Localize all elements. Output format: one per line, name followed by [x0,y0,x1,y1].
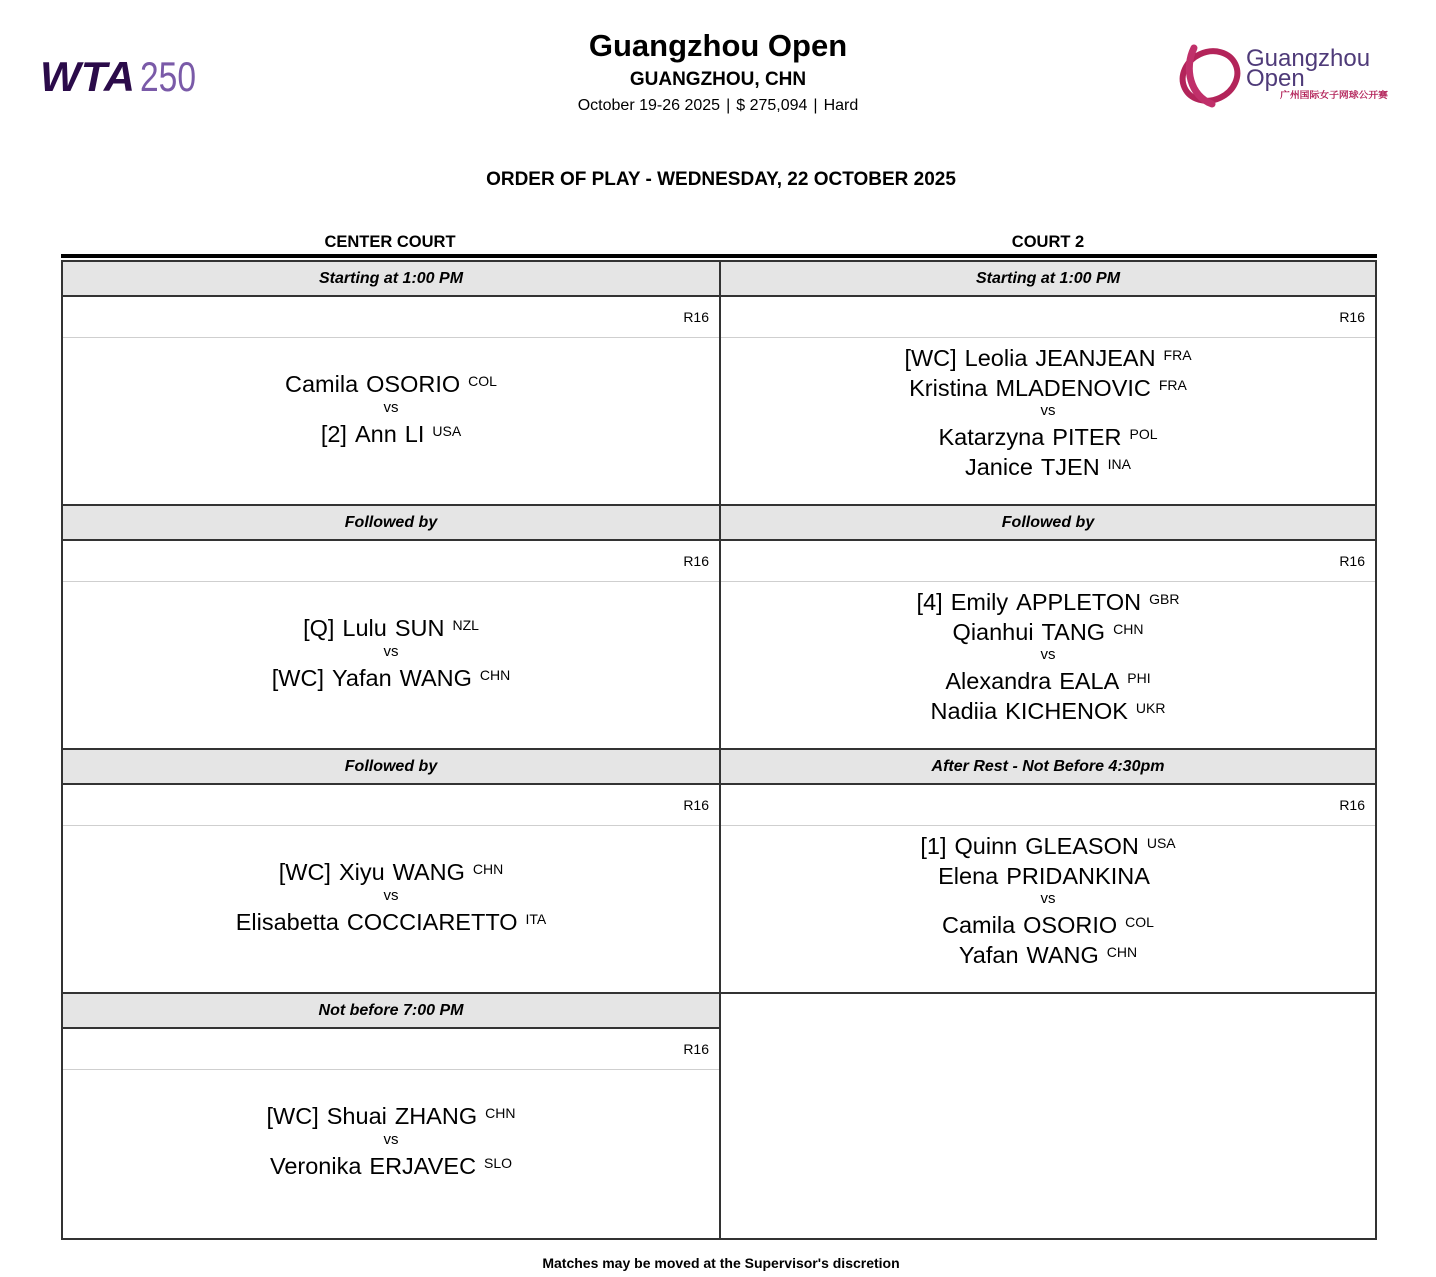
tournament-header [0,28,1430,116]
wta-logo-tier: 250 [140,53,196,100]
player-name [904,342,1191,372]
player-name [236,906,547,936]
round-label: R16 [63,785,719,826]
player-first-name: Qianhui [952,618,1034,645]
versus-label: vs [1040,890,1056,907]
player-last-name: WANG [392,859,465,885]
player-name [959,939,1137,969]
player-last-name: COCCIARETTO [346,908,518,935]
court-headers [61,228,1377,254]
player-seed: [WC] [278,859,331,885]
player-first-name: Yafan [331,664,392,691]
player-first-name: Nadiia [930,697,998,724]
player-name [917,586,1180,616]
round-label: R16 [721,541,1375,582]
player-seed: [WC] [271,664,324,691]
player-nationality: CHN [479,666,511,683]
player-nationality: FRA [1158,376,1187,393]
versus-label: vs [383,1130,399,1148]
player-name [272,662,510,692]
match-card [721,826,1375,992]
player-last-name: GLEASON [1025,833,1139,859]
versus-label: vs [383,642,399,660]
player-last-name: MLADENOVIC [995,374,1151,401]
tournament-name: Guangzhou Open [588,28,848,63]
schedule-grid [61,228,1377,1240]
player-last-name: WANG [399,664,472,691]
gz-logo-chinese: 广州国际女子网球公开赛 [1280,91,1380,101]
tournament-prize: $ 275,094 [736,97,808,114]
court-header-court2: COURT 2 [1011,233,1085,251]
player-seed: [1] [920,833,947,859]
player-nationality: UKR [1135,699,1166,716]
player-nationality: CHN [485,1105,516,1121]
player-nationality: CHN [472,861,504,877]
player-first-name: Elisabetta [235,908,339,935]
slot-time-label: Starting at 1:00 PM [721,260,1375,297]
tournament-location: GUANGZHOU, CHN [629,69,807,90]
slot-time-label: Starting at 1:00 PM [63,260,719,297]
player-name [942,909,1154,939]
player-nationality: POL [1129,426,1158,442]
match-card [63,582,719,748]
player-last-name: OSORIO [366,371,461,397]
player-last-name: ERJAVEC [369,1152,477,1179]
player-last-name: LI [404,420,425,447]
player-first-name: Xiyu [338,859,385,885]
player-nationality: SLO [484,1154,513,1171]
player-nationality: PHI [1127,670,1151,686]
player-first-name: Lulu [342,615,387,641]
player-last-name: PITER [1052,424,1122,450]
player-name [267,1100,516,1130]
match-card [63,338,719,504]
player-name [285,368,497,398]
round-label: R16 [63,297,719,338]
player-name [931,695,1166,725]
court-columns [61,260,1377,1240]
player-first-name: Leolia [964,345,1028,371]
player-name [920,830,1175,860]
player-nationality: FRA [1163,347,1192,363]
player-first-name: Emily [950,589,1009,615]
tournament-info [6,96,1430,116]
player-name [953,616,1144,646]
player-name [909,372,1187,402]
court-column-center [63,260,719,1238]
gz-logo-line1: Guangzhou [1246,45,1371,72]
gz-logo-line2: Open [1246,65,1305,92]
versus-label: vs [383,886,399,904]
player-name [938,860,1158,890]
round-label: R16 [63,1029,719,1070]
versus-label: vs [1040,402,1056,419]
wta-logo-word: WTA [40,53,135,100]
slot-time-label: After Rest - Not Before 4:30pm [721,748,1375,785]
footer-note: Matches may be moved at the Supervisor's discretion [542,1255,900,1271]
player-seed: [2] [320,420,347,447]
player-nationality: CHN [1113,620,1144,637]
info-separator: | [813,97,818,114]
player-nationality: CHN [1106,943,1138,960]
player-nationality: INA [1107,455,1132,472]
order-of-play-title: ORDER OF PLAY - WEDNESDAY, 22 OCTOBER 2025 [486,169,956,190]
player-last-name: APPLETON [1016,589,1142,615]
player-last-name: SUN [394,615,445,641]
match-card [721,338,1375,504]
player-first-name: Alexandra [945,668,1052,694]
player-last-name: KICHENOK [1005,697,1128,724]
match-card [63,1070,719,1236]
tournament-surface: Hard [823,97,859,114]
player-first-name: Shuai [326,1103,387,1129]
player-last-name: PRIDANKINA [1006,862,1150,889]
court-header-center: CENTER COURT [324,233,456,251]
player-last-name: ZHANG [394,1103,478,1129]
tournament-dates: October 19-26 2025 [577,97,721,114]
player-nationality: NZL [452,617,479,633]
slot-time-label: Followed by [63,504,719,541]
player-name [945,665,1150,695]
round-label: R16 [63,541,719,582]
player-nationality: USA [1146,835,1176,851]
player-first-name: Janice [964,453,1033,480]
player-first-name: Katarzyna [938,424,1045,450]
player-name [279,856,504,886]
player-first-name: Elena [938,862,999,889]
versus-label: vs [1040,646,1056,663]
player-nationality: ITA [525,910,547,927]
player-name [321,418,461,448]
player-nationality: GBR [1149,591,1180,607]
versus-label: vs [383,398,399,416]
slot-time-label: Not before 7:00 PM [63,992,719,1029]
round-label: R16 [721,785,1375,826]
player-last-name: TANG [1041,618,1106,645]
player-seed: [WC] [266,1103,319,1129]
player-first-name: Ann [354,420,397,447]
player-last-name: WANG [1026,941,1099,968]
player-last-name: EALA [1059,668,1120,694]
player-nationality: USA [432,422,462,439]
player-first-name: Quinn [954,833,1018,859]
player-name [965,451,1131,481]
player-nationality: COL [468,373,497,389]
player-nationality: COL [1125,914,1154,930]
player-first-name: Veronika [269,1152,362,1179]
player-name [938,421,1157,451]
player-seed: [Q] [303,615,335,641]
player-last-name: JEANJEAN [1035,345,1156,371]
player-seed: [WC] [904,345,957,371]
player-name [303,612,479,642]
match-card [63,826,719,992]
court-column-court2 [719,260,1375,1238]
player-first-name: Camila [285,371,359,397]
player-name [270,1150,512,1180]
slot-time-label: Followed by [721,504,1375,541]
player-seed: [4] [916,589,943,615]
player-first-name: Yafan [958,941,1019,968]
empty-slot [721,992,1375,1238]
slot-time-label: Followed by [63,748,719,785]
player-last-name: OSORIO [1023,912,1118,938]
player-last-name: TJEN [1040,453,1100,480]
info-separator: | [726,97,731,114]
match-card [721,582,1375,748]
player-first-name: Kristina [909,374,988,401]
player-first-name: Camila [942,912,1016,938]
round-label: R16 [721,297,1375,338]
